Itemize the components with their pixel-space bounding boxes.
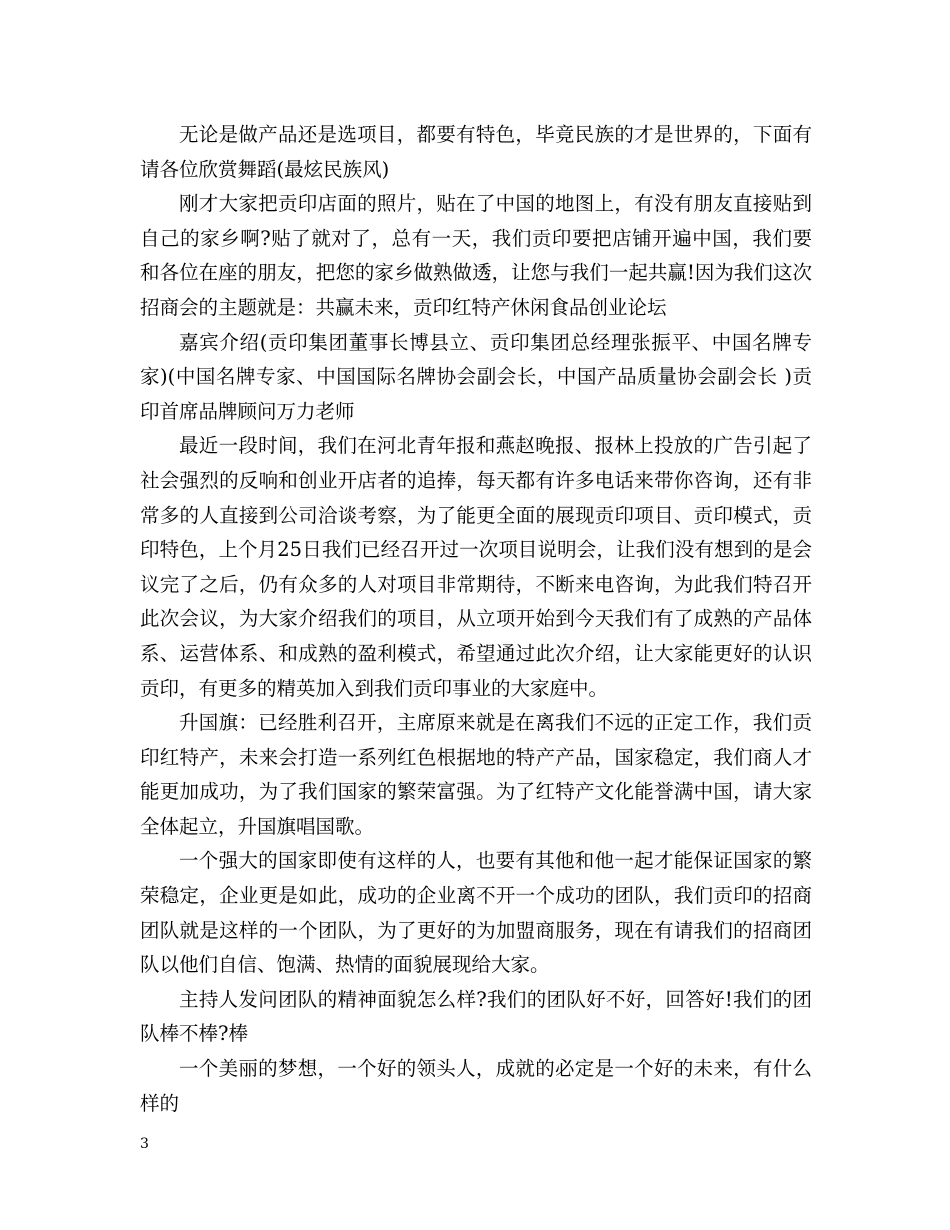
paragraph-4: 最近一段时间，我们在河北青年报和燕赵晚报、报林上投放的广告引起了社会强烈的反响和创业开店者的追捧，每天都有许多电话来带你咨询，还有非常多的人直接到公司洽谈考察，为了能更全面的展现贡印项目、贡印模式，贡印特色，上个月25日我们已经召开过一次项目说明会，让我们没有想到的是会议完了之后，仍有众多的人对项目非常期待，不断来电咨询，为此我们特召开此次会议，为大家介绍我们的项目，从立项开始到今天我们有了成熟的产品体系、运营体系、和成熟的盈利模式，希望通过此次介绍，让大家能更好的认识贡印，有更多的精英加入到我们贡印事业的大家庭中。 [140,434,812,700]
paragraph-5: 升国旗：已经胜利召开，主席原来就是在离我们不远的正定工作，我们贡印红特产，未来会打造一系列红色根据地的特产产品，国家稳定，我们商人才能更加成功，为了我们国家的繁荣富强。为了红特产文化能誉满中国，请大家全体起立，升国旗唱国歌。 [140,711,812,838]
page-number: 3 [140,1136,149,1152]
paragraph-3: 嘉宾介绍(贡印集团董事长博县立、贡印集团总经理张振平、中国名牌专家)(中国名牌专家、中国国际名牌协会副会长，中国产品质量协会副会长 )贡印首席品牌顾问万力老师 [140,330,812,423]
paragraph-6: 一个强大的国家即使有这样的人，也要有其他和他一起才能保证国家的繁荣稳定，企业更是如此，成功的企业离不开一个成功的团队，我们贡印的招商团队就是这样的一个团队，为了更好的为加盟商服务，现在有请我们的招商团队以他们自信、饱满、热情的面貌展现给大家。 [140,849,812,977]
paragraph-2: 刚才大家把贡印店面的照片，贴在了中国的地图上，有没有朋友直接贴到自己的家乡啊?贴了就对了，总有一天，我们贡印要把店铺开遍中国，我们要和各位在座的朋友，把您的家乡做熟做透，让您与我们一起共赢!因为我们这次招商会的主题就是：共赢未来，贡印红特产休闲食品创业论坛 [140,192,812,319]
paragraph-7: 主持人发问团队的精神面貌怎么样?我们的团队好不好，回答好!我们的团队棒不棒?棒 [140,987,812,1046]
paragraph-1: 无论是做产品还是选项目，都要有特色，毕竟民族的才是世界的，下面有请各位欣赏舞蹈(最炫民族风) [140,123,812,181]
body-text [140,118,812,1121]
paragraph-8: 一个美丽的梦想，一个好的领头人，成就的必定是一个好的未来，有什么样的 [140,1057,812,1115]
